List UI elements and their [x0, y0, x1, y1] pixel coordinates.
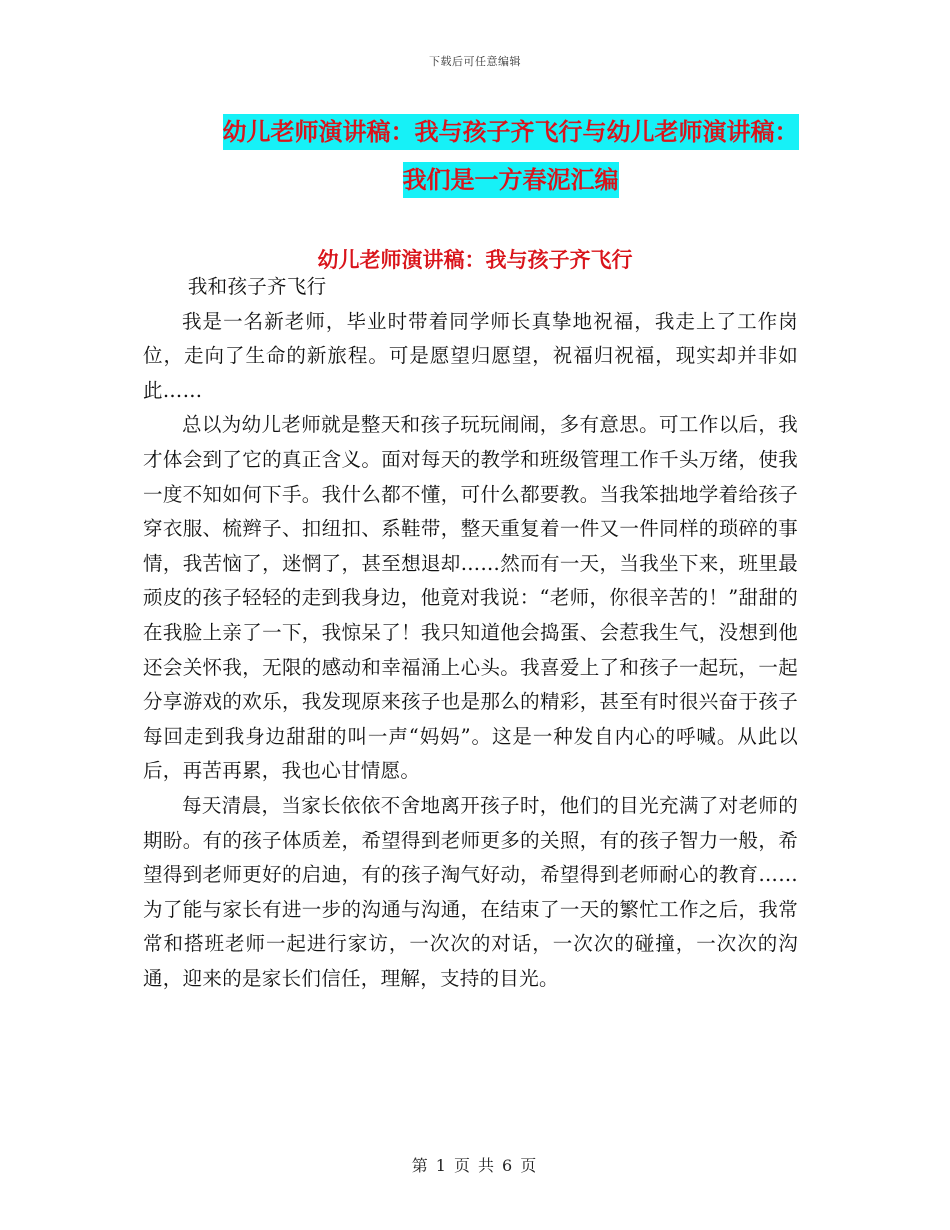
footer-page-word: 页 [453, 1156, 472, 1175]
footer-page-number: 1 [435, 1156, 448, 1175]
page-footer [0, 1153, 950, 1176]
document-title [193, 108, 828, 204]
paragraph: 每天清晨，当家长依依不舍地离开孩子时，他们的目光充满了对老师的期盼。有的孩子体质差，希望得到老师更多的关照，有的孩子智力一般，希望得到老师更好的启迪，有的孩子淘气好动，希望得到老师耐心的教育……为了能与家长有进一步的沟通与沟通，在结束了一天的繁忙工作之后，我常常和搭班老师一起进行家访，一次次的对话，一次次的碰撞，一次次的沟通，迎来的是家长们信任，理解，支持的目光。 [143, 793, 798, 990]
document-title-line-1: 幼儿老师演讲稿：我与孩子齐飞行与幼儿老师演讲稿： [223, 114, 799, 150]
footer-prefix: 第 [411, 1156, 430, 1175]
footer-total-pages: 6 [502, 1156, 515, 1175]
footer-suffix: 页 [520, 1156, 539, 1175]
section-title: 幼儿老师演讲稿：我与孩子齐飞行 [317, 248, 633, 272]
footer-total-word: 共 [478, 1156, 497, 1175]
paragraph-subtitle: 我和孩子齐飞行 [187, 275, 327, 298]
article-body [143, 270, 798, 996]
page-header-note: 下载后可任意编辑 [429, 55, 521, 68]
document-title-line-2: 我们是一方春泥汇编 [403, 162, 619, 198]
paragraph: 我是一名新老师，毕业时带着同学师长真挚地祝福，我走上了工作岗位，走向了生命的新旅程。可是愿望归愿望，祝福归祝福，现实却并非如此…… [143, 309, 798, 402]
paragraph: 总以为幼儿老师就是整天和孩子玩玩闹闹，多有意思。可工作以后，我才体会到了它的真正含义。面对每天的教学和班级管理工作千头万绪，使我一度不知如何下手。我什么都不懂，可什么都要教。当我笨拙地学着给孩子穿衣服、梳辫子、扣纽扣、系鞋带，整天重复着一件又一件同样的琐碎的事情，我苦恼了，迷惘了，甚至想退却……然而有一天，当我坐下来，班里最顽皮的孩子轻轻的走到我身边，他竟对我说：“老师，你很辛苦的！”甜甜的在我脸上亲了一下，我惊呆了！我只知道他会捣蛋、会惹我生气，没想到他还会关怀我，无限的感动和幸福涌上心头。我喜爱上了和孩子一起玩，一起分享游戏的欢乐，我发现原来孩子也是那么的精彩，甚至有时很兴奋于孩子每回走到我身边甜甜的叫一声“妈妈”。这是一种发自内心的呼喊。从此以后，再苦再累，我也心甘情愿。 [143, 413, 798, 783]
